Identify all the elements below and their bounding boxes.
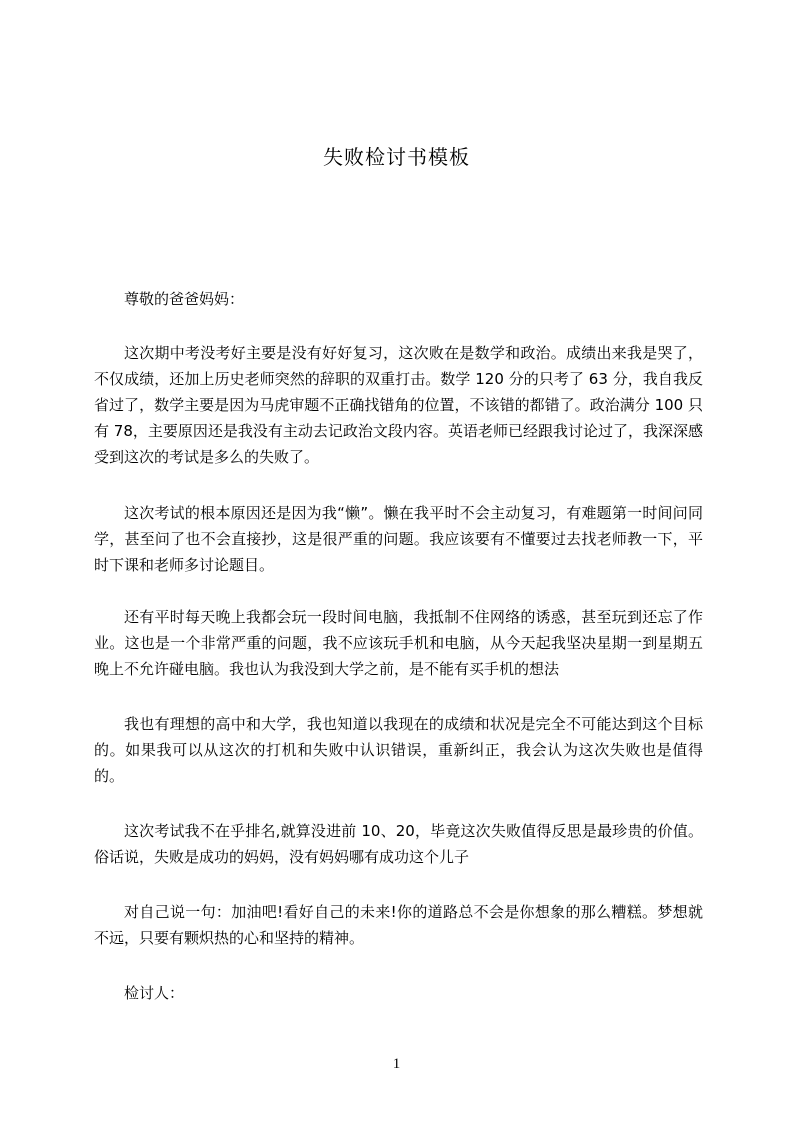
body-paragraph-6: 对自己说一句：加油吧!看好自己的未来!你的道路总不会是你想象的那么糟糕。梦想就不远，只要有颗炽热的心和坚持的精神。: [94, 903, 703, 947]
signer-label: 检讨人：: [124, 984, 185, 1002]
body-paragraph-4: 我也有理想的高中和大学，我也知道以我现在的成绩和状况是完全不可能达到这个目标的。如果我可以从这次的打机和失败中认识错误，重新纠正，我会认为这次失败也是值得的。: [94, 715, 703, 785]
page-number: 1: [392, 1056, 401, 1072]
salutation: 尊敬的爸爸妈妈：: [124, 290, 245, 308]
body-paragraph-2: 这次考试的根本原因还是因为我“懒”。懒在我平时不会主动复习，有难题第一时间问同学，甚至问了也不会直接抄，这是很严重的问题。我应该要有不懂要过去找老师教一下，平时下课和老师多讨论题目。: [94, 504, 703, 574]
document-title: 失败检讨书模板: [323, 145, 470, 169]
body-paragraph-3: 还有平时每天晚上我都会玩一段时间电脑，我抵制不住网络的诱惑，甚至玩到还忘了作业。这也是一个非常严重的问题，我不应该玩手机和电脑，从今天起我坚决星期一到星期五晚上不允许碰电脑。我也认为我没到大学之前，是不能有买手机的想法: [94, 608, 703, 678]
body-paragraph-5: 这次考试我不在乎排名,就算没进前 10、20，毕竟这次失败值得反思是最珍贵的价值。俗话说，失败是成功的妈妈，没有妈妈哪有成功这个儿子: [94, 822, 703, 866]
body-paragraph-1: 这次期中考没考好主要是没有好好复习，这次败在是数学和政治。成绩出来我是哭了，不仅成绩，还加上历史老师突然的辞职的双重打击。数学 120 分的只考了 63 分，我自我反省过了，数学主要是因为马虎审题不正确找错角的位置，不该错的都错了。政治满分 100 只有 78，主要原因还是我没有主动去记政治文段内容。英语老师已经跟我讨论过了，我深深感受到这次的考试是多么的失败了。: [94, 344, 703, 466]
